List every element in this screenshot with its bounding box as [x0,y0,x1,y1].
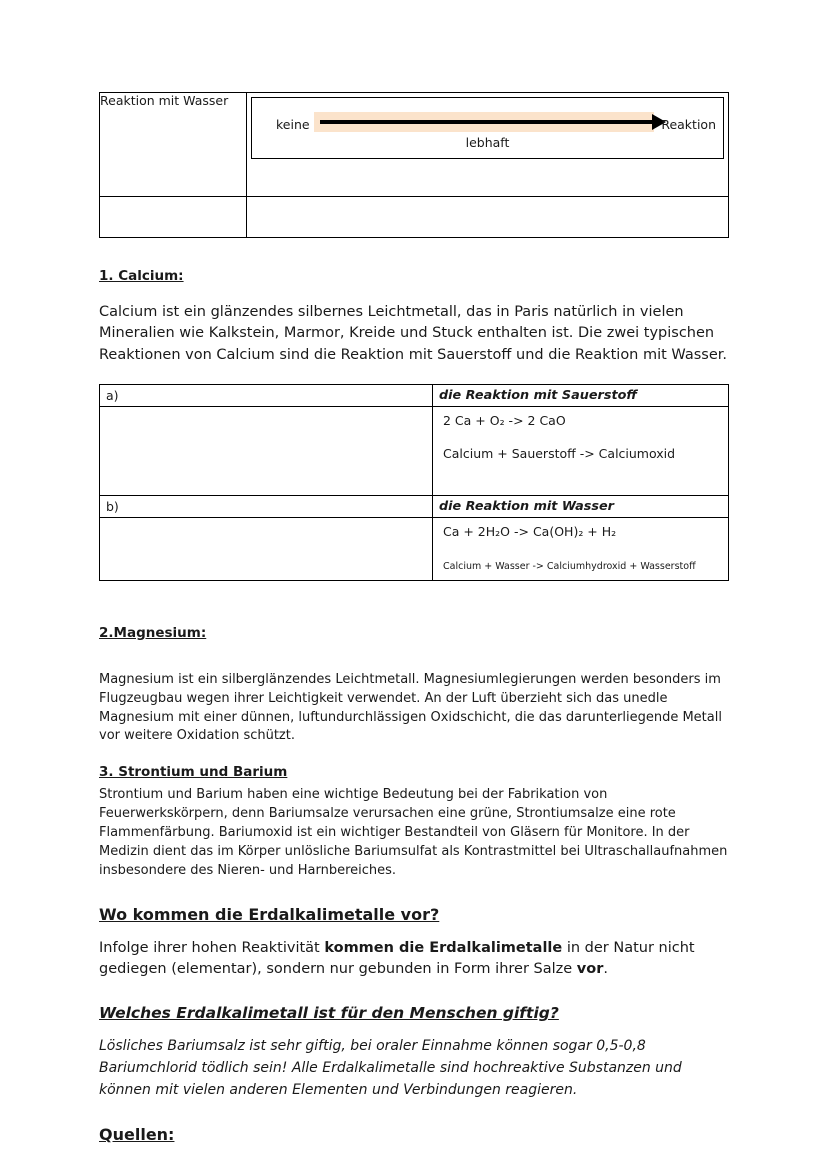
reaction-empty-cell-right [247,197,729,238]
paragraph-strontium-barium: Strontium und Barium haben eine wichtige Bedeutung bei der Fabrikation von Feuerwerkskörpern, denn Bariumsalze verursachen eine grüne, Strontiumsalze eine rote Flammenfärbung. Bariumoxid ist ein wichtiger Bestandteil von Gläsern für Monitore. In der Medizin dient das im Körper unlösliche Bariumsulfat als Kontrastmittel bei Ultraschallaufnahmen insbesondere des Nieren- und Harnbereiches. [99,787,728,878]
heading-magnesium: 2.Magnesium: [99,624,207,641]
row-a-title: die Reaktion mit Sauerstoff [433,384,729,406]
occurrence-text-part2: in der Natur nicht gediegen (elementar), sondern nur gebunden in Form ihrer Salze [99,939,695,977]
paragraph-occurrence [99,938,729,981]
row-a-equation: 2 Ca + O₂ -> 2 CaO [443,412,566,428]
heading-toxicity-question: Welches Erdalkalimetall ist für den Menschen giftig? [99,1004,559,1023]
reaction-with-water-table [99,92,729,238]
paragraph-calcium: Calcium ist ein glänzendes silbernes Leichtmetall, das in Paris natürlich in vielen Mineralien wie Kalkstein, Marmor, Kreide und Stuck enthalten ist. Die zwei typischen Reaktionen von Calcium sind die Reaktion mit Sauerstoff und die Reaktion mit Wasser. [99,304,727,363]
heading-occurrence-question: Wo kommen die Erdalkalimetalle vor? [99,904,440,924]
arrow-line-icon [320,120,655,124]
table-row [100,93,729,197]
row-b-content-cell [433,517,729,580]
reaction-empty-cell-left [100,197,247,238]
row-b-title: die Reaktion mit Wasser [433,495,729,517]
row-b-word-equation: Calcium + Wasser -> Calciumhydroxid + Wasserstoff [443,560,696,572]
reaction-scale-cell [247,93,729,197]
row-b-marker: b) [100,495,433,517]
table-row [100,495,729,517]
row-a-marker: a) [100,384,433,406]
occurrence-text-part1: Infolge ihrer hohen Reaktivität [99,939,325,956]
heading-sources: Quellen: [99,1125,175,1145]
table-row [100,197,729,238]
document-content [99,92,729,1144]
row-b-empty-cell [100,517,433,580]
reaction-scale-box [251,97,724,159]
calcium-reactions-table [99,384,729,581]
reaction-row-label: Reaktion mit Wasser [100,93,247,197]
table-row [100,406,729,495]
occurrence-text-part3: . [603,960,608,977]
row-a-word-equation: Calcium + Sauerstoff -> Calciumoxid [443,445,676,461]
row-b-equation: Ca + 2H₂O -> Ca(OH)₂ + H₂ [443,523,617,539]
heading-strontium-barium: 3. Strontium und Barium [99,764,288,781]
paragraph-toxicity: Lösliches Bariumsalz ist sehr giftig, bei oraler Einnahme können sogar 0,5-0,8 Bariumchlorid tödlich sein! Alle Erdalkalimetalle sind hochreaktive Substanzen und können mit vielen anderen Elementen und Verbindungen reagieren. [99,1038,682,1098]
table-row [100,384,729,406]
row-a-content-cell [433,406,729,495]
row-a-empty-cell [100,406,433,495]
occurrence-text-bold2: vor [576,960,604,977]
scale-right-label: Reaktion [661,117,716,132]
occurrence-text-bold1: kommen die Erdalkalimetalle [324,939,563,956]
scale-center-label: lebhaft [465,135,510,150]
paragraph-magnesium: Magnesium ist ein silberglänzendes Leichtmetall. Magnesiumlegierungen werden besonders im Flugzeugbau wegen ihrer Leichtigkeit verwendet. An der Luft überzieht sich das unedle Magnesium mit einer dünnen, luftundurchlässigen Oxidschicht, die das darunterliegende Metall vor weitere Oxidation schützt. [99,671,722,744]
heading-calcium: 1. Calcium: [99,268,184,284]
scale-left-label: keine [276,117,310,132]
table-row [100,517,729,580]
